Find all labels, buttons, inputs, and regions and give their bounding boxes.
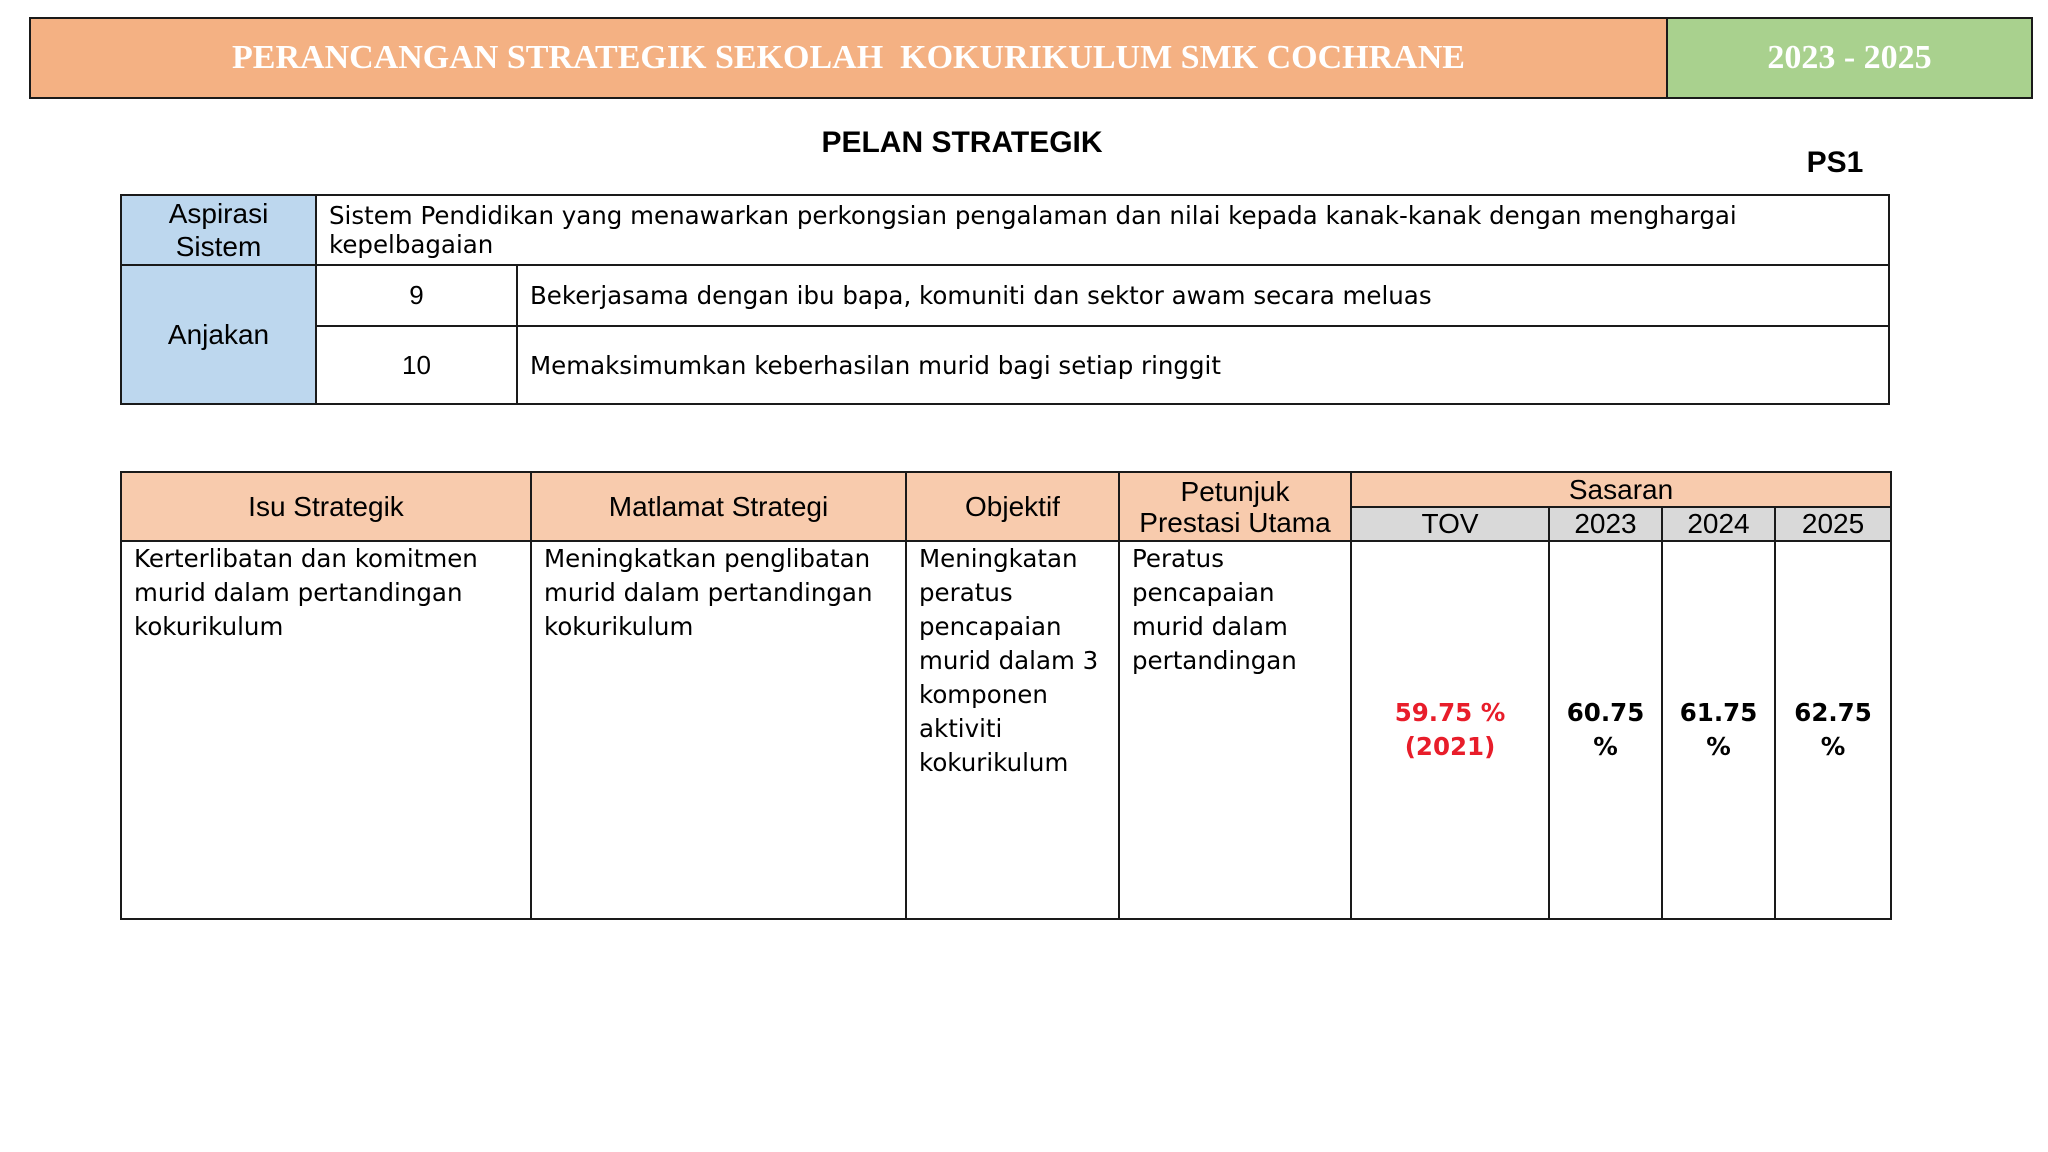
target-value: 60.75	[1566, 698, 1645, 727]
issue-line: murid dalam pertandingan	[134, 578, 463, 607]
target-value: 61.75	[1679, 698, 1758, 727]
shift-number: 10	[316, 326, 517, 404]
issue-line: Kerterlibatan dan komitmen	[134, 544, 478, 573]
kpi-cell	[1119, 541, 1351, 919]
title-banner	[29, 17, 2033, 99]
aspiration-label-line2: Sistem	[175, 231, 262, 262]
subheader-year: 2024	[1662, 507, 1775, 541]
aspiration-label	[121, 195, 316, 265]
tov-year: (2021)	[1404, 732, 1496, 761]
target-value: 62.75	[1794, 698, 1872, 727]
header-objective: Objektif	[906, 472, 1119, 541]
header-targets: Sasaran	[1351, 472, 1891, 507]
banner-years: 2023 - 2025	[1668, 19, 2031, 97]
page-title: PELAN STRATEGIK	[821, 126, 1103, 159]
aspiration-text: Sistem Pendidikan yang menawarkan perkongsian pengalaman dan nilai kepada kanak-kanak dengan menghargai kepelbagaian	[316, 195, 1889, 265]
tov-cell	[1351, 541, 1549, 919]
objective-cell	[906, 541, 1119, 919]
goal-line: murid dalam pertandingan	[544, 578, 873, 607]
document-code: PS1	[1806, 146, 1864, 179]
target-unit: %	[1706, 732, 1731, 761]
shift-text: Bekerjasama dengan ibu bapa, komuniti dan sektor awam secara meluas	[517, 265, 1889, 326]
strategic-plan-table	[120, 471, 1892, 920]
shifts-label: Anjakan	[121, 265, 316, 404]
kpi-line: Peratus	[1132, 544, 1224, 573]
header-issue: Isu Strategik	[121, 472, 531, 541]
objective-line: peratus	[919, 578, 1013, 607]
objective-line: kokurikulum	[919, 748, 1069, 777]
header-kpi-line1: Petunjuk	[1180, 475, 1290, 507]
header-kpi-line2: Prestasi Utama	[1139, 506, 1331, 538]
kpi-line: murid dalam	[1132, 612, 1288, 641]
kpi-line: pertandingan	[1132, 646, 1297, 675]
shift-number: 9	[316, 265, 517, 326]
header-kpi	[1119, 472, 1351, 541]
objective-line: pencapaian	[919, 612, 1062, 641]
aspiration-table	[120, 194, 1890, 405]
target-cell-2023	[1549, 541, 1662, 919]
table-row	[121, 541, 1891, 919]
target-cell-2024	[1662, 541, 1775, 919]
issue-line: kokurikulum	[134, 612, 284, 641]
objective-line: komponen	[919, 680, 1048, 709]
subheader-year: 2025	[1775, 507, 1891, 541]
objective-line: murid dalam 3	[919, 646, 1099, 675]
aspiration-label-line1: Aspirasi	[168, 198, 269, 229]
goal-line: kokurikulum	[544, 612, 694, 641]
goal-line: Meningkatkan penglibatan	[544, 544, 871, 573]
subheader-year: 2023	[1549, 507, 1662, 541]
target-unit: %	[1593, 732, 1618, 761]
header-goal: Matlamat Strategi	[531, 472, 906, 541]
shift-text: Memaksimumkan keberhasilan murid bagi setiap ringgit	[517, 326, 1889, 404]
objective-line: aktiviti	[919, 714, 1003, 743]
aspiration-row	[121, 195, 1889, 265]
banner-title: PERANCANGAN STRATEGIK SEKOLAH KOKURIKULUM SMK COCHRANE	[31, 19, 1668, 97]
header-row	[121, 472, 1891, 507]
target-unit: %	[1820, 732, 1846, 761]
shift-row	[121, 326, 1889, 404]
objective-line: Meningkatan	[919, 544, 1078, 573]
subheader-tov: TOV	[1351, 507, 1549, 541]
kpi-line: pencapaian	[1132, 578, 1275, 607]
target-cell-2025	[1775, 541, 1891, 919]
tov-value: 59.75 %	[1394, 698, 1506, 727]
shift-row	[121, 265, 1889, 326]
goal-cell	[531, 541, 906, 919]
issue-cell	[121, 541, 531, 919]
